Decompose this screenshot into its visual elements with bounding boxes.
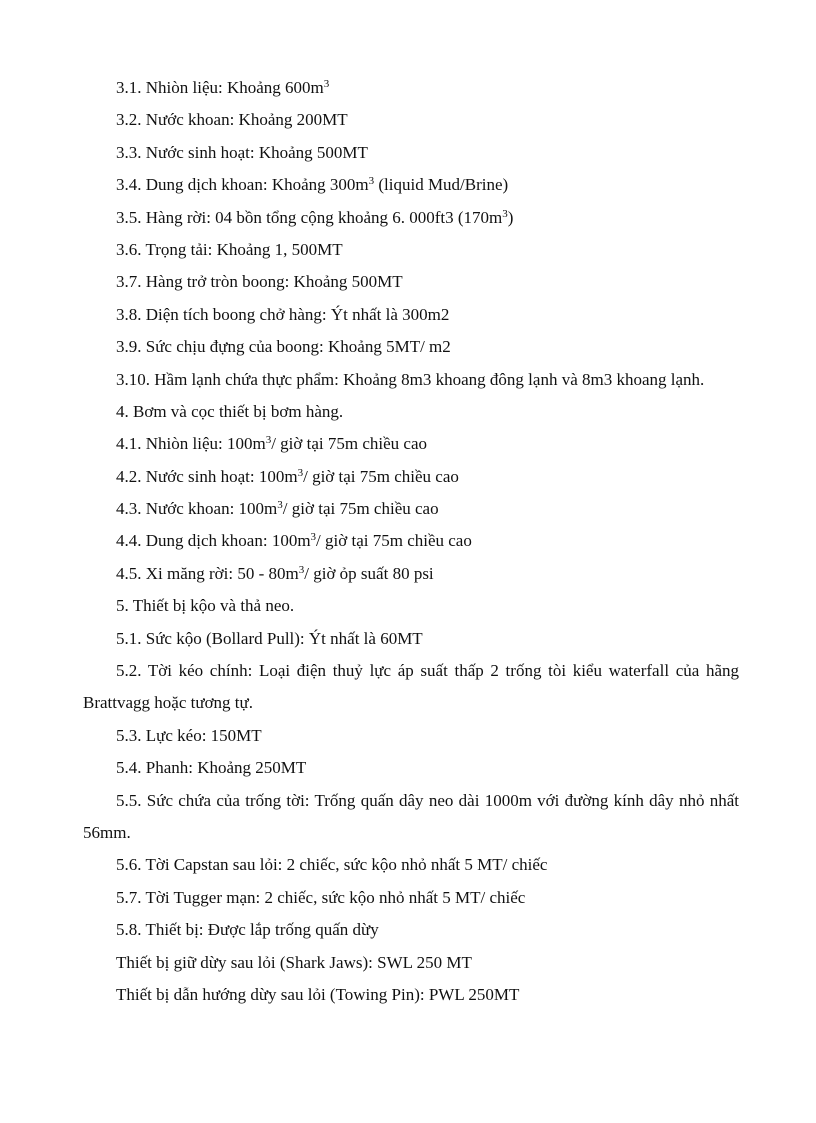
paragraph-text-tail: / giờ ỏp suất 80 psi <box>304 563 434 583</box>
superscript: 3 <box>502 207 508 220</box>
paragraph-text-tail: / giờ tại 75m chiều cao <box>316 531 472 551</box>
paragraph-23 <box>83 849 739 881</box>
paragraph-text: 3.6. Trọng tải: Khoảng 1, 500MT <box>116 239 343 259</box>
paragraph-14 <box>83 493 739 525</box>
paragraph-2 <box>83 104 739 136</box>
superscript: 3 <box>277 499 283 512</box>
paragraph-text: 3.3. Nước sinh hoạt: Khoảng 500MT <box>116 142 368 162</box>
paragraph-19 <box>83 655 739 720</box>
paragraph-3 <box>83 137 739 169</box>
superscript: 3 <box>265 434 272 447</box>
paragraph-text: 4.5. Xi măng rời: 50 - 80m <box>116 563 299 583</box>
paragraph-text-tail: ) <box>507 207 514 227</box>
paragraph-4 <box>83 169 739 201</box>
paragraph-text: 3.9. Sức chịu đựng của boong: Khoảng 5MT/ m2 <box>116 337 451 357</box>
paragraph-text: 4.3. Nước khoan: 100m <box>116 499 278 519</box>
superscript: 3 <box>323 78 330 90</box>
paragraph-27 <box>83 979 739 1011</box>
paragraph-text: 4.4. Dung dịch khoan: 100m <box>116 531 311 551</box>
paragraph-text: 5.2. Tời kéo chính: Loại điện thuỷ lực áp suất thấp 2 trống tòi kiểu waterfall của hãng Brattvagg hoặc tương tự. <box>83 661 739 713</box>
paragraph-13 <box>83 461 739 493</box>
paragraph-text: 5.3. Lực kéo: 150MT <box>116 725 262 745</box>
paragraph-17 <box>83 590 739 622</box>
paragraph-26 <box>83 947 739 979</box>
paragraph-text: 4. Bơm và cọc thiết bị bơm hàng. <box>116 401 344 421</box>
superscript: 3 <box>298 563 305 576</box>
superscript: 3 <box>368 175 375 188</box>
paragraph-18 <box>83 623 739 655</box>
paragraph-text: 5.6. Tời Capstan sau lỏi: 2 chiếc, sức kộo nhỏ nhất 5 MT/ chiếc <box>116 855 548 875</box>
paragraph-5 <box>83 202 739 234</box>
paragraph-24 <box>83 882 739 914</box>
paragraph-text: Thiết bị dẫn hướng dừy sau lỏi (Towing Pin): PWL 250MT <box>116 985 520 1005</box>
paragraph-text: Thiết bị giữ dừy sau lỏi (Shark Jaws): SWL 250 MT <box>116 952 472 972</box>
paragraph-text: 5.4. Phanh: Khoảng 250MT <box>116 758 307 778</box>
superscript: 3 <box>310 531 317 544</box>
paragraph-6 <box>83 234 739 266</box>
paragraph-12 <box>83 428 739 460</box>
paragraph-8 <box>83 299 739 331</box>
paragraph-25 <box>83 914 739 946</box>
paragraph-text-tail: / giờ tại 75m chiều cao <box>282 499 439 519</box>
paragraph-7 <box>83 266 739 298</box>
paragraph-10 <box>83 364 739 396</box>
paragraph-text: 3.5. Hàng rời: 04 bồn tổng cộng khoảng 6. 000ft3 (170m <box>116 207 503 227</box>
paragraph-text: 5.8. Thiết bị: Được lắp trống quấn dừy <box>116 920 379 940</box>
paragraph-text-tail: (liquid Mud/Brine) <box>374 175 509 195</box>
paragraph-text: 3.7. Hàng trở tròn boong: Khoảng 500MT <box>116 272 403 292</box>
paragraph-text: 5.1. Sức kộo (Bollard Pull): Ýt nhất là 60MT <box>116 628 423 648</box>
paragraph-text-tail: / giờ tại 75m chiều cao <box>271 434 428 454</box>
paragraph-text: 3.10. Hầm lạnh chứa thực phẩm: Khoảng 8m3 khoang đông lạnh và 8m3 khoang lạnh. <box>116 369 705 389</box>
paragraph-text: 3.2. Nước khoan: Khoảng 200MT <box>116 110 348 130</box>
paragraph-text: 3.4. Dung dịch khoan: Khoảng 300m <box>116 175 369 195</box>
paragraph-text: 4.1. Nhiòn liệu: 100m <box>116 434 266 454</box>
paragraph-11 <box>83 396 739 428</box>
paragraph-text: 4.2. Nước sinh hoạt: 100m <box>116 466 298 486</box>
paragraph-text: 5. Thiết bị kộo và thả neo. <box>116 596 295 616</box>
paragraph-16 <box>83 558 739 590</box>
superscript: 3 <box>297 466 304 479</box>
paragraph-1 <box>83 72 739 104</box>
paragraph-9 <box>83 331 739 363</box>
paragraph-20 <box>83 720 739 752</box>
paragraph-text: 3.1. Nhiòn liệu: Khoảng 600m <box>116 78 324 97</box>
paragraph-21 <box>83 752 739 784</box>
document-body <box>83 72 739 1011</box>
paragraph-text: 5.7. Tời Tugger mạn: 2 chiếc, sức kộo nhỏ nhất 5 MT/ chiếc <box>116 887 526 907</box>
paragraph-text: 5.5. Sức chứa của trống tời: Trống quấn dây neo dài 1000m với đường kính dây nhỏ nhất 56mm. <box>83 790 739 843</box>
paragraph-text-tail: / giờ tại 75m chiều cao <box>303 466 459 486</box>
paragraph-15 <box>83 525 739 557</box>
paragraph-22 <box>83 785 739 850</box>
paragraph-text: 3.8. Diện tích boong chở hàng: Ýt nhất là 300m2 <box>116 304 450 324</box>
